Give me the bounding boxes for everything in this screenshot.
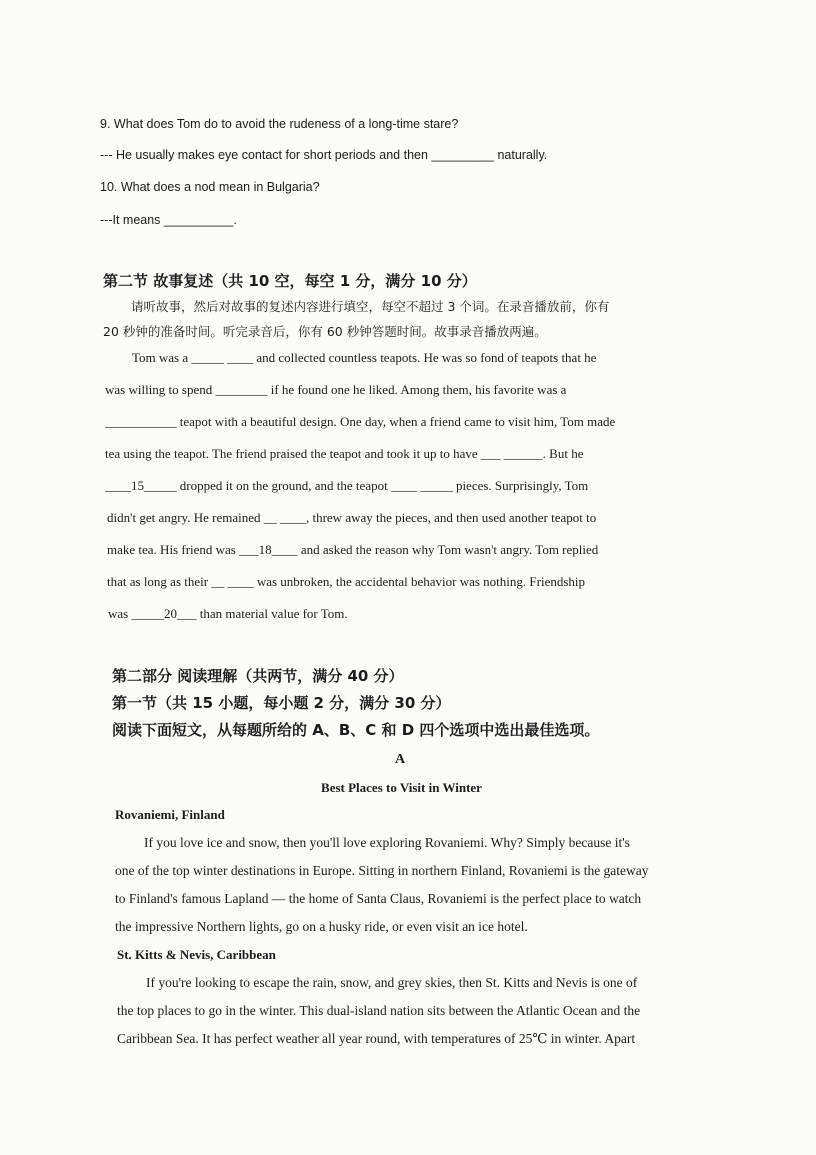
- section-heading: 第二节 故事复述（共 10 空，每空 1 分，满分 10 分）: [103, 272, 477, 290]
- subsection-heading: 第一节（共 15 小题，每小题 2 分，满分 30 分）: [112, 694, 451, 712]
- passage-title: Best Places to Visit in Winter: [321, 780, 482, 795]
- paragraph-line: If you love ice and snow, then you'll love exploring Rovaniemi. Why? Simply because it's: [144, 835, 630, 850]
- paragraph-line: to Finland's famous Lapland — the home of Santa Claus, Rovaniemi is the perfect place to watch: [115, 891, 642, 906]
- story-line: didn't get angry. He remained __ ____, threw away the pieces, and then used another teapot to: [107, 510, 597, 525]
- passage-letter: A: [394, 752, 406, 767]
- story-line: was willing to spend ________ if he found one he liked. Among them, his favorite was a: [105, 382, 567, 397]
- reading-instruction: 阅读下面短文，从每题所给的 A、B、C 和 D 四个选项中选出最佳选项。: [112, 721, 600, 739]
- section-instruction-1: 请听故事，然后对故事的复述内容进行填空，每空不超过 3 个词。在录音播放前，你有: [131, 299, 610, 314]
- answer-10: ---It means __________.: [100, 213, 237, 227]
- story-line: tea using the teapot. The friend praised the teapot and took it up to have ___ ______. But he: [105, 446, 584, 461]
- story-line: Tom was a _____ ____ and collected countless teapots. He was so fond of teapots that he: [132, 350, 597, 365]
- place-heading: St. Kitts & Nevis, Caribbean: [117, 947, 276, 962]
- story-line: ____15_____ dropped it on the ground, and the teapot ____ _____ pieces. Surprisingly, Tom: [105, 478, 589, 493]
- question-10: 10. What does a nod mean in Bulgaria?: [100, 180, 320, 194]
- paragraph-line: If you're looking to escape the rain, snow, and grey skies, then St. Kitts and Nevis is one of: [146, 975, 638, 990]
- story-line: was _____20___ than material value for Tom.: [108, 606, 348, 621]
- section-instruction-2: 20 秒钟的准备时间。听完录音后，你有 60 秒钟答题时间。故事录音播放两遍。: [103, 324, 547, 339]
- paragraph-line: one of the top winter destinations in Europe. Sitting in northern Finland, Rovaniemi is the gateway: [115, 863, 649, 878]
- answer-9: --- He usually makes eye contact for short periods and then _________ naturally.: [100, 148, 548, 162]
- paragraph-line: the impressive Northern lights, go on a husky ride, or even visit an ice hotel.: [115, 919, 528, 934]
- paragraph-line: the top places to go in the winter. This dual-island nation sits between the Atlantic Ocean and the: [117, 1003, 641, 1018]
- place-heading: Rovaniemi, Finland: [115, 807, 225, 822]
- story-line: ___________ teapot with a beautiful design. One day, when a friend came to visit him, Tom made: [105, 414, 616, 429]
- story-line: make tea. His friend was ___18____ and asked the reason why Tom wasn't angry. Tom replied: [107, 542, 599, 557]
- question-9: 9. What does Tom do to avoid the rudeness of a long-time stare?: [100, 117, 459, 131]
- paragraph-line: Caribbean Sea. It has perfect weather all year round, with temperatures of 25℃ in winter. Apart: [117, 1031, 636, 1046]
- story-line: that as long as their __ ____ was unbroken, the accidental behavior was nothing. Friendship: [107, 574, 586, 589]
- part-heading: 第二部分 阅读理解（共两节，满分 40 分）: [112, 667, 404, 685]
